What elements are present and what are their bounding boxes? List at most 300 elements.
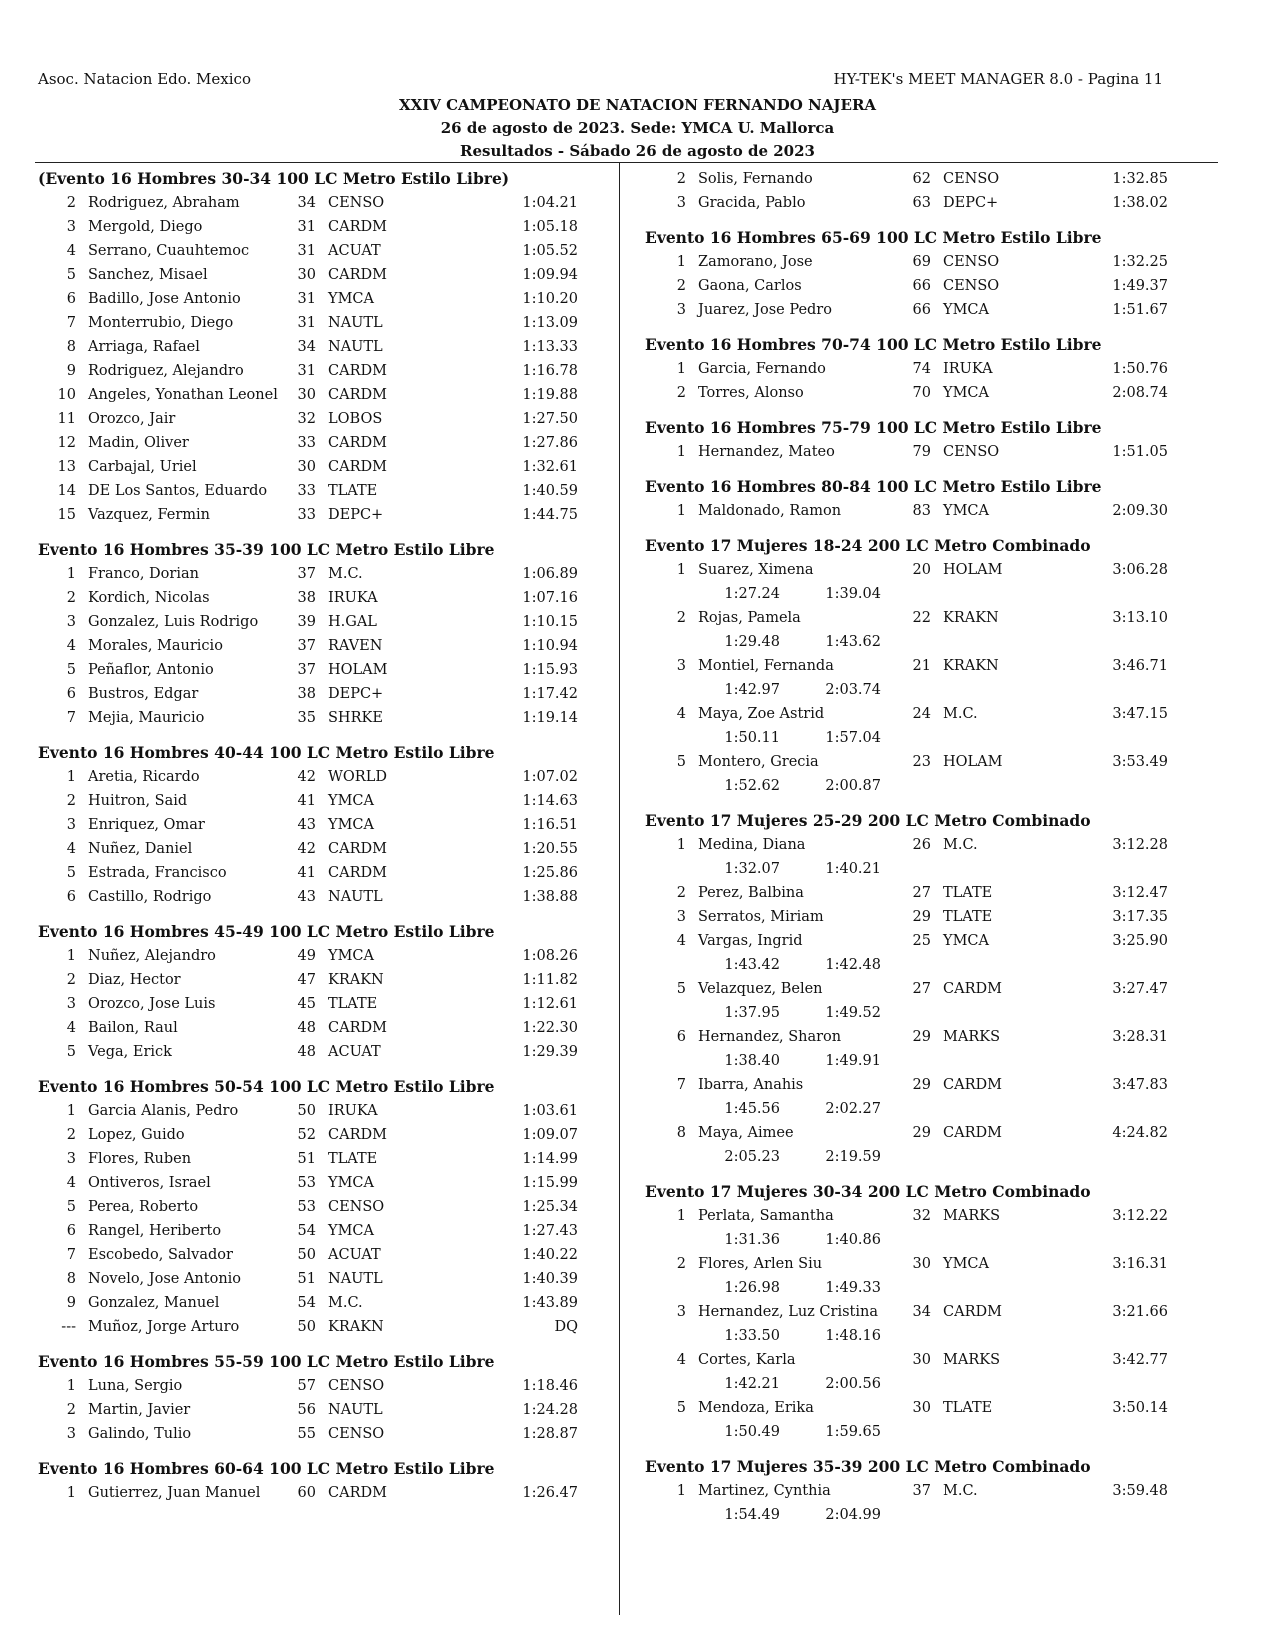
result-row [645,929,1205,953]
column-divider [619,163,620,1615]
place: 4 [676,706,686,722]
final-time: 3:16.31 [1112,1256,1168,1272]
final-time: 1:12.61 [522,996,578,1012]
swimmer-name: Vazquez, Fermin [88,507,210,523]
result-row [645,881,1205,905]
place: 2 [676,385,686,401]
team: ACUAT [328,1247,381,1263]
place: 1 [66,1485,76,1501]
age: 55 [297,1426,316,1442]
header-org: Asoc. Natacion Edo. Mexico [38,70,251,88]
team: NAUTL [328,1271,383,1287]
final-time: 1:32.61 [522,459,578,475]
place: 6 [66,686,76,702]
split-row [645,1420,1205,1444]
swimmer-name: Suarez, Ximena [698,562,814,578]
place: 14 [57,483,76,499]
place: 3 [66,219,76,235]
swimmer-name: Diaz, Hector [88,972,181,988]
place: 5 [66,865,76,881]
place: --- [61,1319,76,1335]
final-time: DQ [554,1319,578,1335]
place: 4 [66,638,76,654]
final-time: 3:47.15 [1112,706,1168,722]
split-time: 2:04.99 [825,1507,881,1523]
swimmer-name: Aretia, Ricardo [88,769,200,785]
result-row [38,837,598,861]
age: 20 [912,562,931,578]
team: KRAKN [943,610,999,626]
final-time: 1:10.15 [522,614,578,630]
place: 4 [66,243,76,259]
event-title: Evento 16 Hombres 80-84 100 LC Metro Estilo Libre [645,477,1102,496]
split-time: 1:29.48 [724,634,780,650]
swimmer-name: Nuñez, Daniel [88,841,193,857]
final-time: 1:25.86 [522,865,578,881]
swimmer-name: Gracida, Pablo [698,195,806,211]
swimmer-name: Novelo, Jose Antonio [88,1271,242,1287]
swimmer-name: Vargas, Ingrid [698,933,803,949]
age: 63 [912,195,931,211]
team: DEPC+ [943,195,999,211]
result-row [38,562,598,586]
result-row [645,977,1205,1001]
team: YMCA [943,385,989,401]
team: MARKS [943,1029,1001,1045]
place: 3 [66,614,76,630]
final-time: 1:40.22 [522,1247,578,1263]
result-row [38,706,598,730]
place: 6 [66,1223,76,1239]
place: 10 [57,387,76,403]
split-time: 1:42.97 [724,682,780,698]
team: YMCA [328,817,374,833]
team: CARDM [328,1127,387,1143]
age: 29 [912,1077,931,1093]
event-block [38,167,598,527]
swimmer-name: DE Los Santos, Eduardo [88,483,268,499]
age: 26 [912,837,931,853]
team: CENSO [943,171,1000,187]
final-time: 4:24.82 [1112,1125,1168,1141]
final-time: 1:51.05 [1112,444,1168,460]
swimmer-name: Hernandez, Luz Cristina [698,1304,878,1320]
event-block [645,534,1205,798]
right-column [645,167,1205,1538]
final-time: 1:38.02 [1112,195,1168,211]
final-time: 1:27.43 [522,1223,578,1239]
age: 41 [297,865,316,881]
split-row [645,857,1205,881]
header-divider [35,162,1218,163]
swimmer-name: Garcia Alanis, Pedro [88,1103,239,1119]
place: 3 [66,1426,76,1442]
team: HOLAM [328,662,388,678]
event-title: Evento 16 Hombres 70-74 100 LC Metro Estilo Libre [645,335,1102,354]
result-row [645,1025,1205,1049]
swimmer-name: Flores, Ruben [88,1151,192,1167]
team: M.C. [328,1295,363,1311]
age: 34 [297,339,316,355]
final-time: 1:40.59 [522,483,578,499]
result-row [38,586,598,610]
team: CARDM [328,363,387,379]
final-time: 3:06.28 [1112,562,1168,578]
swimmer-name: Maya, Aimee [698,1125,794,1141]
split-time: 1:37.95 [724,1005,780,1021]
result-row [645,1121,1205,1145]
age: 30 [297,267,316,283]
team: NAUTL [328,889,383,905]
result-row [645,1348,1205,1372]
team: M.C. [943,1483,978,1499]
split-time: 1:52.62 [724,778,780,794]
result-row [38,634,598,658]
place: 8 [676,1125,686,1141]
final-time: 3:47.83 [1112,1077,1168,1093]
place: 2 [66,195,76,211]
team: NAUTL [328,339,383,355]
team: CARDM [943,1304,1002,1320]
split-row [645,726,1205,750]
swimmer-name: Rodriguez, Abraham [88,195,240,211]
swimmer-name: Martin, Javier [88,1402,191,1418]
final-time: 1:19.14 [522,710,578,726]
team: CARDM [943,1077,1002,1093]
final-time: 1:16.51 [522,817,578,833]
swimmer-name: Bailon, Raul [88,1020,178,1036]
result-row [645,606,1205,630]
result-row [38,610,598,634]
result-row [645,905,1205,929]
place: 11 [57,411,76,427]
age: 50 [297,1319,316,1335]
final-time: 1:15.93 [522,662,578,678]
split-row [645,678,1205,702]
meet-title: XXIV CAMPEONATO DE NATACION FERNANDO NAJERA [398,96,877,114]
age: 37 [297,662,316,678]
date-venue: 26 de agosto de 2023. Sede: YMCA U. Mallorca [440,119,835,137]
swimmer-name: Torres, Alonso [698,385,804,401]
result-row [645,499,1205,523]
result-row [38,861,598,885]
result-row [645,250,1205,274]
place: 5 [676,981,686,997]
age: 60 [297,1485,316,1501]
result-row [38,1315,598,1339]
result-row [38,1374,598,1398]
title-block [0,94,1275,163]
split-row [645,1097,1205,1121]
place: 5 [676,1400,686,1416]
event-title: Evento 17 Mujeres 35-39 200 LC Metro Combinado [645,1457,1091,1476]
age: 74 [912,361,931,377]
left-column [38,167,598,1516]
place: 7 [66,1247,76,1263]
result-row [645,702,1205,726]
team: TLATE [328,483,378,499]
team: YMCA [328,948,374,964]
place: 2 [676,885,686,901]
team: LOBOS [328,411,383,427]
event-title: Evento 16 Hombres 45-49 100 LC Metro Estilo Libre [38,922,495,941]
split-time: 2:00.87 [825,778,881,794]
place: 7 [676,1077,686,1093]
result-row [38,287,598,311]
result-row [38,263,598,287]
result-row [645,274,1205,298]
final-time: 1:49.37 [1112,278,1168,294]
result-row [38,992,598,1016]
result-row [645,750,1205,774]
swimmer-name: Monterrubio, Diego [88,315,234,331]
place: 2 [676,610,686,626]
final-time: 1:32.25 [1112,254,1168,270]
age: 62 [912,171,931,187]
team: ACUAT [328,243,381,259]
swimmer-name: Hernandez, Sharon [698,1029,842,1045]
team: YMCA [943,503,989,519]
place: 3 [676,302,686,318]
split-time: 2:19.59 [825,1149,881,1165]
swimmer-name: Angeles, Yonathan Leonel [88,387,278,403]
swimmer-name: Mendoza, Erika [698,1400,814,1416]
age: 31 [297,243,316,259]
result-row [38,1291,598,1315]
swimmer-name: Perez, Balbina [698,885,804,901]
split-row [645,1276,1205,1300]
swimmer-name: Enriquez, Omar [88,817,205,833]
team: CENSO [328,195,385,211]
place: 8 [66,339,76,355]
result-row [38,215,598,239]
result-row [645,1300,1205,1324]
team: M.C. [943,837,978,853]
team: YMCA [328,793,374,809]
header-software-page: HY-TEK's MEET MANAGER 8.0 - Pagina 11 [833,70,1163,88]
final-time: 1:26.47 [522,1485,578,1501]
result-row [38,359,598,383]
team: CARDM [328,459,387,475]
split-time: 1:31.36 [724,1232,780,1248]
age: 83 [912,503,931,519]
result-row [38,1040,598,1064]
result-row [38,335,598,359]
split-time: 2:03.74 [825,682,881,698]
place: 15 [57,507,76,523]
swimmer-name: Galindo, Tulio [88,1426,192,1442]
swimmer-name: Mejia, Mauricio [88,710,205,726]
age: 50 [297,1103,316,1119]
swimmer-name: Madin, Oliver [88,435,189,451]
team: M.C. [328,566,363,582]
age: 29 [912,909,931,925]
age: 54 [297,1223,316,1239]
swimmer-name: Luna, Sergio [88,1378,183,1394]
place: 5 [66,662,76,678]
swimmer-name: Mergold, Diego [88,219,203,235]
final-time: 1:04.21 [522,195,578,211]
split-row [645,774,1205,798]
event-title: Evento 16 Hombres 50-54 100 LC Metro Estilo Libre [38,1077,495,1096]
swimmer-name: Estrada, Francisco [88,865,227,881]
final-time: 1:09.07 [522,1127,578,1143]
place: 8 [66,1271,76,1287]
team: TLATE [328,996,378,1012]
swimmer-name: Gonzalez, Manuel [88,1295,220,1311]
result-row [38,1195,598,1219]
place: 2 [66,793,76,809]
final-time: 1:13.33 [522,339,578,355]
place: 3 [66,996,76,1012]
team: IRUKA [943,361,993,377]
split-row [645,630,1205,654]
age: 37 [912,1483,931,1499]
final-time: 2:09.30 [1112,503,1168,519]
place: 5 [676,754,686,770]
age: 29 [912,1029,931,1045]
age: 70 [912,385,931,401]
split-time: 1:50.49 [724,1424,780,1440]
swimmer-name: Peñaflor, Antonio [88,662,214,678]
team: MARKS [943,1352,1001,1368]
team: CENSO [943,254,1000,270]
swimmer-name: Hernandez, Mateo [698,444,835,460]
place: 6 [66,889,76,905]
final-time: 1:20.55 [522,841,578,857]
place: 1 [676,1208,686,1224]
place: 1 [66,769,76,785]
team: KRAKN [328,1319,384,1335]
event-block [38,538,598,730]
event-block [645,416,1205,464]
age: 30 [912,1352,931,1368]
team: YMCA [328,291,374,307]
split-time: 1:39.04 [825,586,881,602]
team: CENSO [943,444,1000,460]
split-time: 1:54.49 [724,1507,780,1523]
team: CENSO [943,278,1000,294]
place: 4 [676,1352,686,1368]
place: 7 [66,710,76,726]
result-row [38,479,598,503]
place: 3 [66,1151,76,1167]
result-row [38,1123,598,1147]
age: 66 [912,278,931,294]
split-time: 1:59.65 [825,1424,881,1440]
swimmer-name: Arriaga, Rafael [88,339,200,355]
place: 1 [676,503,686,519]
split-row [645,953,1205,977]
split-time: 2:05.23 [724,1149,780,1165]
age: 30 [912,1400,931,1416]
result-row [38,1422,598,1446]
age: 32 [297,411,316,427]
swimmer-name: Maya, Zoe Astrid [698,706,825,722]
age: 35 [297,710,316,726]
team: YMCA [943,302,989,318]
result-row [645,1073,1205,1097]
swimmer-name: Castillo, Rodrigo [88,889,212,905]
split-time: 1:40.21 [825,861,881,877]
age: 32 [912,1208,931,1224]
split-time: 1:32.07 [724,861,780,877]
age: 38 [297,686,316,702]
event-block [645,226,1205,322]
final-time: 3:46.71 [1112,658,1168,674]
place: 1 [676,1483,686,1499]
team: KRAKN [328,972,384,988]
age: 53 [297,1199,316,1215]
event-title: Evento 16 Hombres 65-69 100 LC Metro Estilo Libre [645,228,1102,247]
team: HOLAM [943,562,1003,578]
final-time: 1:27.86 [522,435,578,451]
final-time: 1:44.75 [522,507,578,523]
result-row [38,813,598,837]
final-time: 1:18.46 [522,1378,578,1394]
team: ACUAT [328,1044,381,1060]
final-time: 3:53.49 [1112,754,1168,770]
final-time: 1:05.52 [522,243,578,259]
event-block [645,333,1205,405]
final-time: 1:08.26 [522,948,578,964]
team: NAUTL [328,315,383,331]
event-block [38,1457,598,1505]
result-row [38,885,598,909]
place: 2 [676,171,686,187]
final-time: 1:15.99 [522,1175,578,1191]
final-time: 3:12.22 [1112,1208,1168,1224]
result-row [38,789,598,813]
event-block [38,920,598,1064]
split-time: 1:49.91 [825,1053,881,1069]
result-row [38,968,598,992]
team: CENSO [328,1378,385,1394]
split-time: 1:26.98 [724,1280,780,1296]
result-row [38,1099,598,1123]
result-row [38,1219,598,1243]
swimmer-name: Rojas, Pamela [698,610,801,626]
place: 9 [66,1295,76,1311]
event-title: Evento 16 Hombres 55-59 100 LC Metro Estilo Libre [38,1352,495,1371]
age: 31 [297,363,316,379]
final-time: 1:43.89 [522,1295,578,1311]
swimmer-name: Lopez, Guido [88,1127,185,1143]
swimmer-name: Juarez, Jose Pedro [698,302,832,318]
age: 31 [297,219,316,235]
result-row [38,1267,598,1291]
final-time: 1:07.16 [522,590,578,606]
place: 4 [66,841,76,857]
final-time: 1:09.94 [522,267,578,283]
final-time: 3:13.10 [1112,610,1168,626]
place: 4 [66,1175,76,1191]
swimmer-name: Kordich, Nicolas [88,590,210,606]
age: 54 [297,1295,316,1311]
swimmer-name: Perlata, Samantha [698,1208,834,1224]
swimmer-name: Badillo, Jose Antonio [88,291,241,307]
result-row [645,558,1205,582]
team: CARDM [328,219,387,235]
team: H.GAL [328,614,377,630]
event-title: Evento 16 Hombres 75-79 100 LC Metro Estilo Libre [645,418,1102,437]
place: 4 [66,1020,76,1036]
event-block [38,1350,598,1446]
swimmer-name: Gutierrez, Juan Manuel [88,1485,261,1501]
split-time: 1:27.24 [724,586,780,602]
age: 79 [912,444,931,460]
age: 57 [297,1378,316,1394]
